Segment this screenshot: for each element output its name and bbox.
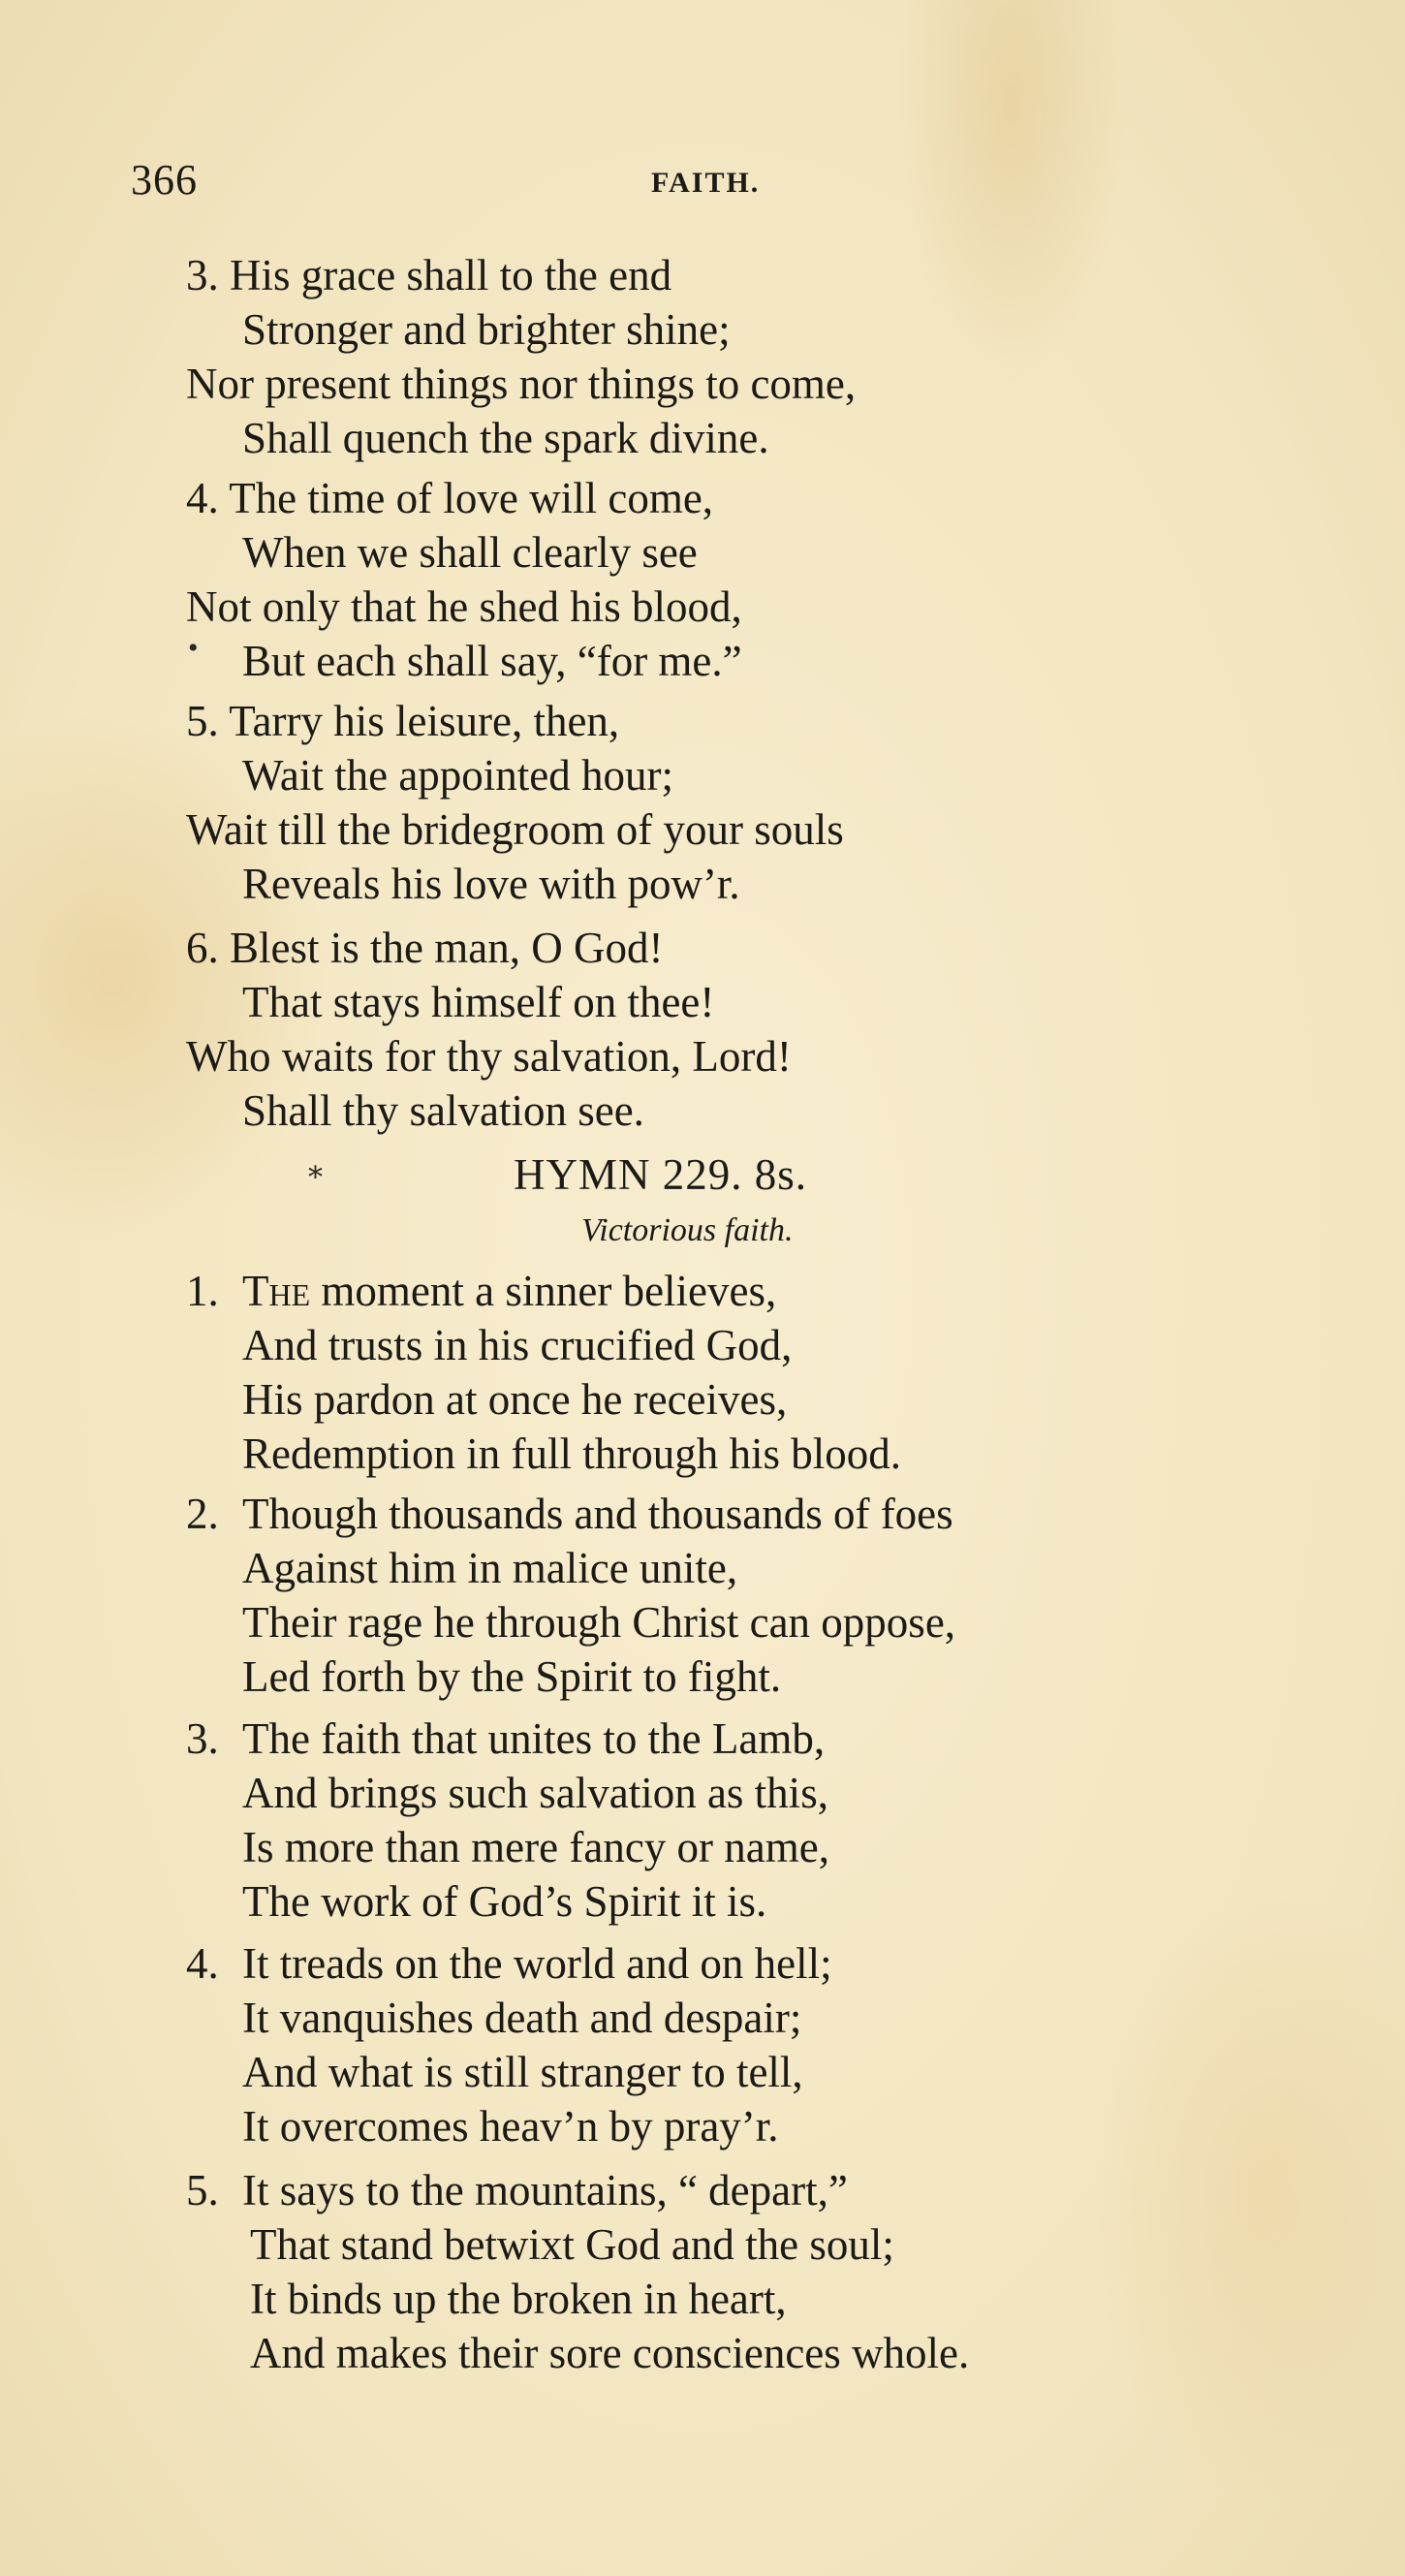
verse-number: 3. [186, 1714, 219, 1763]
verse-line: Their rage he through Christ can oppose, [242, 1598, 956, 1647]
verse-line: It overcomes heav’n by pray’r. [242, 2102, 779, 2151]
verse-number: 1. [186, 1267, 219, 1315]
verse-line: And brings such salvation as this, [242, 1769, 828, 1817]
verse-text: Though thousands and thousands of foes [242, 1490, 953, 1538]
verse-line: It binds up the broken in heart, [250, 2275, 787, 2323]
verse-line: Reveals his love with pow’r. [242, 860, 740, 908]
verse-line: Shall thy salvation see. [242, 1086, 644, 1135]
verse-line [186, 1264, 776, 1318]
verse-number: 4. [186, 1939, 219, 1988]
verse-line: The work of God’s Spirit it is. [242, 1877, 767, 1926]
verse-line [186, 1712, 825, 1766]
verse-line: And what is still stranger to tell, [242, 2048, 803, 2096]
verse-text: His grace shall to the end [230, 251, 672, 299]
verse-line: That stand betwixt God and the soul; [250, 2220, 894, 2269]
verse-line [186, 921, 663, 975]
verse-line [186, 694, 619, 748]
verse-text: Tarry his leisure, then, [229, 697, 620, 745]
verse-line [186, 471, 713, 525]
verse-line: Led forth by the Spirit to fight. [242, 1652, 782, 1701]
verse-number: 2. [186, 1490, 219, 1538]
verse-text: moment a sinner believes, [321, 1267, 777, 1315]
verse-line: That stays himself on thee! [242, 978, 715, 1026]
verse-number: 6. [186, 924, 219, 972]
verse-line: And makes their sore consciences whole. [250, 2329, 970, 2377]
verse-line: His pardon at once he receives, [242, 1375, 788, 1424]
hymn-title: HYMN 229. 8s. [514, 1150, 808, 1199]
page-number: 366 [131, 156, 198, 204]
verse-line: When we shall clearly see [242, 528, 698, 577]
verse-number: 5. [186, 2166, 219, 2215]
verse-line: Nor present things nor things to come, [186, 360, 857, 408]
verse-line: Who waits for thy salvation, Lord! [186, 1032, 792, 1081]
verse-line: And trusts in his crucified God, [242, 1321, 793, 1369]
verse-text: It says to the mountains, “ depart,” [242, 2166, 848, 2215]
verse-line: Not only that he shed his blood, [186, 582, 742, 631]
verse-text: The faith that unites to the Lamb, [242, 1714, 826, 1763]
verse-line: Wait till the bridegroom of your souls [186, 805, 844, 854]
verse-line [186, 1936, 832, 1991]
verse-line [186, 1487, 953, 1541]
verse-first-word: The [242, 1267, 311, 1315]
ink-mark-icon: ⁎ [308, 1152, 323, 1184]
verse-text: It treads on the world and on hell; [242, 1939, 832, 1988]
verse-text: Blest is the man, O God! [230, 924, 664, 972]
verse-line: Shall quench the spark divine. [242, 414, 769, 462]
verse-number: 5. [186, 697, 219, 745]
verse-line: But each shall say, “for me.” [242, 637, 742, 685]
verse-line: Redemption in full through his blood. [242, 1429, 901, 1478]
verse-line: Stronger and brighter shine; [242, 305, 731, 354]
verse-line: Wait the appointed hour; [242, 751, 674, 800]
ink-speck-icon: • [188, 632, 199, 664]
verse-number: 4. [186, 474, 219, 522]
verse-line: Against him in malice unite, [242, 1544, 738, 1592]
running-title: FAITH. [651, 167, 761, 199]
verse-text: The time of love will come, [229, 474, 714, 522]
verse-line [186, 248, 671, 302]
verse-line: It vanquishes death and despair; [242, 1994, 802, 2042]
page-header [0, 155, 1405, 204]
hymn-subtitle: Victorious faith. [581, 1212, 794, 1248]
verse-line [186, 2163, 848, 2217]
verse-number: 3. [186, 251, 219, 299]
verse-line: Is more than mere fancy or name, [242, 1823, 829, 1871]
